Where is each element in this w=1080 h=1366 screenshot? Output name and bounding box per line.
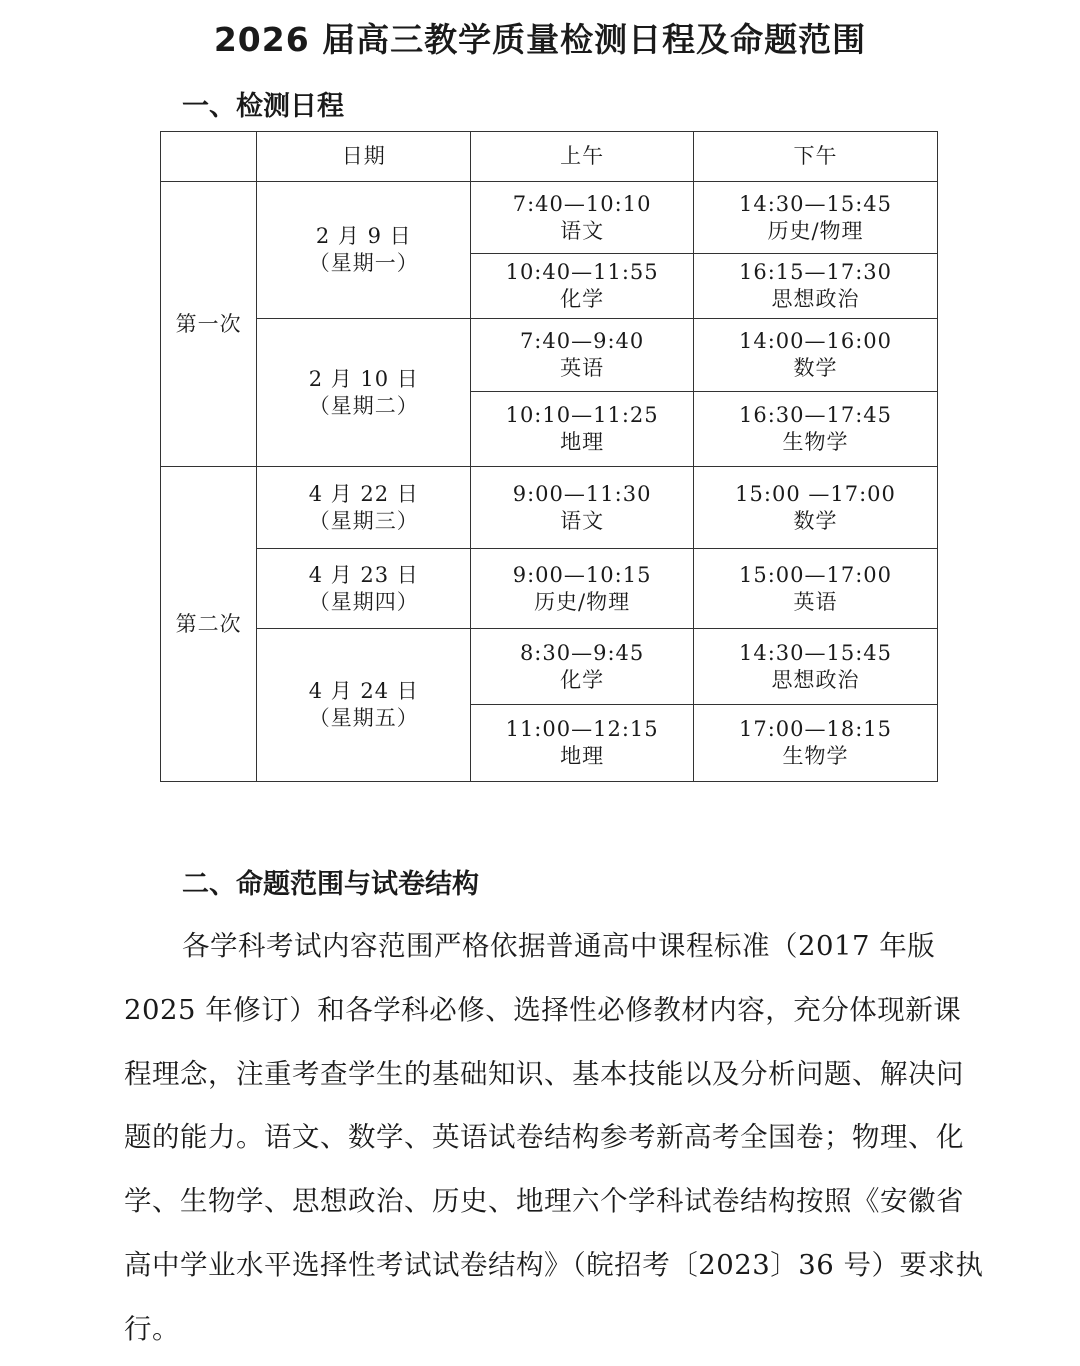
pm-subject: 思想政治 — [771, 287, 860, 311]
am-subject: 化学 — [560, 287, 605, 311]
pm-time: 14:30—15:45 — [738, 640, 893, 665]
schedule-table — [160, 131, 938, 782]
section-heading-scope: 二、命题范围与试卷结构 — [182, 869, 479, 900]
table-row — [161, 549, 938, 629]
date-cell — [257, 182, 471, 319]
am-cell — [471, 705, 694, 782]
table-row — [161, 467, 938, 549]
table-header-row — [161, 132, 938, 182]
pm-time: 15:00 —17:00 — [735, 481, 896, 506]
pm-time: 15:00—17:00 — [738, 562, 893, 587]
paragraph-line: 高中学业水平选择性考试试卷结构》（皖招考〔2023〕36 号）要求执 — [124, 1248, 984, 1281]
header-cell-round — [161, 132, 257, 182]
weekday-text: （星期四） — [308, 589, 419, 614]
am-subject: 语文 — [560, 508, 605, 533]
pm-cell — [694, 549, 938, 629]
weekday-text: （星期二） — [308, 393, 419, 418]
am-subject: 地理 — [560, 430, 605, 454]
am-time: 11:00—12:15 — [505, 717, 659, 741]
am-subject: 历史/物理 — [534, 589, 631, 614]
pm-cell — [694, 705, 938, 782]
paragraph-line: 程理念，注重考查学生的基础知识、基本技能以及分析问题、解决问 — [124, 1057, 964, 1090]
am-time: 7:40—10:10 — [512, 191, 652, 216]
am-time: 10:40—11:55 — [505, 260, 659, 284]
am-time: 8:30—9:45 — [519, 640, 645, 665]
am-cell — [471, 392, 694, 467]
am-time: 9:00—11:30 — [512, 481, 652, 506]
pm-time: 14:30—15:45 — [738, 191, 893, 216]
pm-subject: 生物学 — [782, 744, 849, 768]
paragraph-line: 各学科考试内容范围严格依据普通高中课程标准（2017 年版 — [182, 930, 936, 962]
table-row — [161, 629, 938, 705]
am-cell — [471, 549, 694, 629]
am-cell — [471, 254, 694, 319]
date-text: 4 月 23 日 — [308, 562, 419, 587]
pm-subject: 思想政治 — [771, 667, 860, 692]
paragraph-line: 题的能力。语文、数学、英语试卷结构参考新高考全国卷；物理、化 — [124, 1121, 964, 1154]
am-subject: 化学 — [560, 667, 605, 692]
paragraph-line: 行。 — [124, 1312, 180, 1345]
am-subject: 英语 — [560, 356, 605, 380]
am-cell — [471, 319, 694, 392]
am-subject: 语文 — [560, 218, 605, 243]
pm-time: 16:15—17:30 — [738, 260, 893, 284]
am-cell — [471, 629, 694, 705]
pm-cell — [694, 182, 938, 254]
date-cell — [257, 467, 471, 549]
table-row — [161, 182, 938, 254]
am-cell — [471, 182, 694, 254]
date-text: 4 月 24 日 — [308, 679, 419, 703]
round-cell-second: 第二次 — [161, 467, 257, 782]
weekday-text: （星期一） — [308, 251, 419, 275]
pm-cell — [694, 467, 938, 549]
table-row — [161, 319, 938, 392]
pm-time: 16:30—17:45 — [738, 403, 893, 427]
pm-subject: 数学 — [793, 508, 838, 533]
date-cell — [257, 629, 471, 782]
date-text: 2 月 9 日 — [315, 224, 412, 248]
round-cell-first: 第一次 — [161, 182, 257, 467]
pm-time: 17:00—18:15 — [738, 717, 893, 741]
header-cell-pm: 下午 — [694, 132, 938, 182]
document-title: 2026 届高三教学质量检测日程及命题范围 — [213, 20, 867, 59]
date-cell — [257, 319, 471, 467]
pm-time: 14:00—16:00 — [738, 329, 893, 353]
am-time: 9:00—10:15 — [512, 562, 652, 587]
pm-subject: 历史/物理 — [767, 218, 864, 243]
pm-cell — [694, 629, 938, 705]
pm-cell — [694, 392, 938, 467]
header-cell-am: 上午 — [471, 132, 694, 182]
weekday-text: （星期五） — [308, 706, 419, 730]
pm-cell — [694, 319, 938, 392]
paragraph-line: 2025 年修订）和各学科必修、选择性必修教材内容，充分体现新课 — [124, 993, 962, 1026]
date-text: 4 月 22 日 — [308, 481, 419, 506]
date-text: 2 月 10 日 — [308, 366, 419, 391]
pm-subject: 英语 — [793, 589, 838, 614]
am-cell — [471, 467, 694, 549]
am-time: 10:10—11:25 — [505, 403, 659, 427]
pm-subject: 生物学 — [782, 430, 849, 454]
pm-cell — [694, 254, 938, 319]
weekday-text: （星期三） — [308, 508, 419, 533]
am-subject: 地理 — [560, 744, 605, 768]
pm-subject: 数学 — [793, 356, 838, 380]
am-time: 7:40—9:40 — [519, 329, 645, 353]
header-cell-date: 日期 — [257, 132, 471, 182]
body-paragraph — [124, 915, 984, 1362]
paragraph-line: 学、生物学、思想政治、历史、地理六个学科试卷结构按照《安徽省 — [124, 1185, 964, 1218]
section-heading-schedule: 一、检测日程 — [182, 91, 344, 122]
date-cell — [257, 549, 471, 629]
